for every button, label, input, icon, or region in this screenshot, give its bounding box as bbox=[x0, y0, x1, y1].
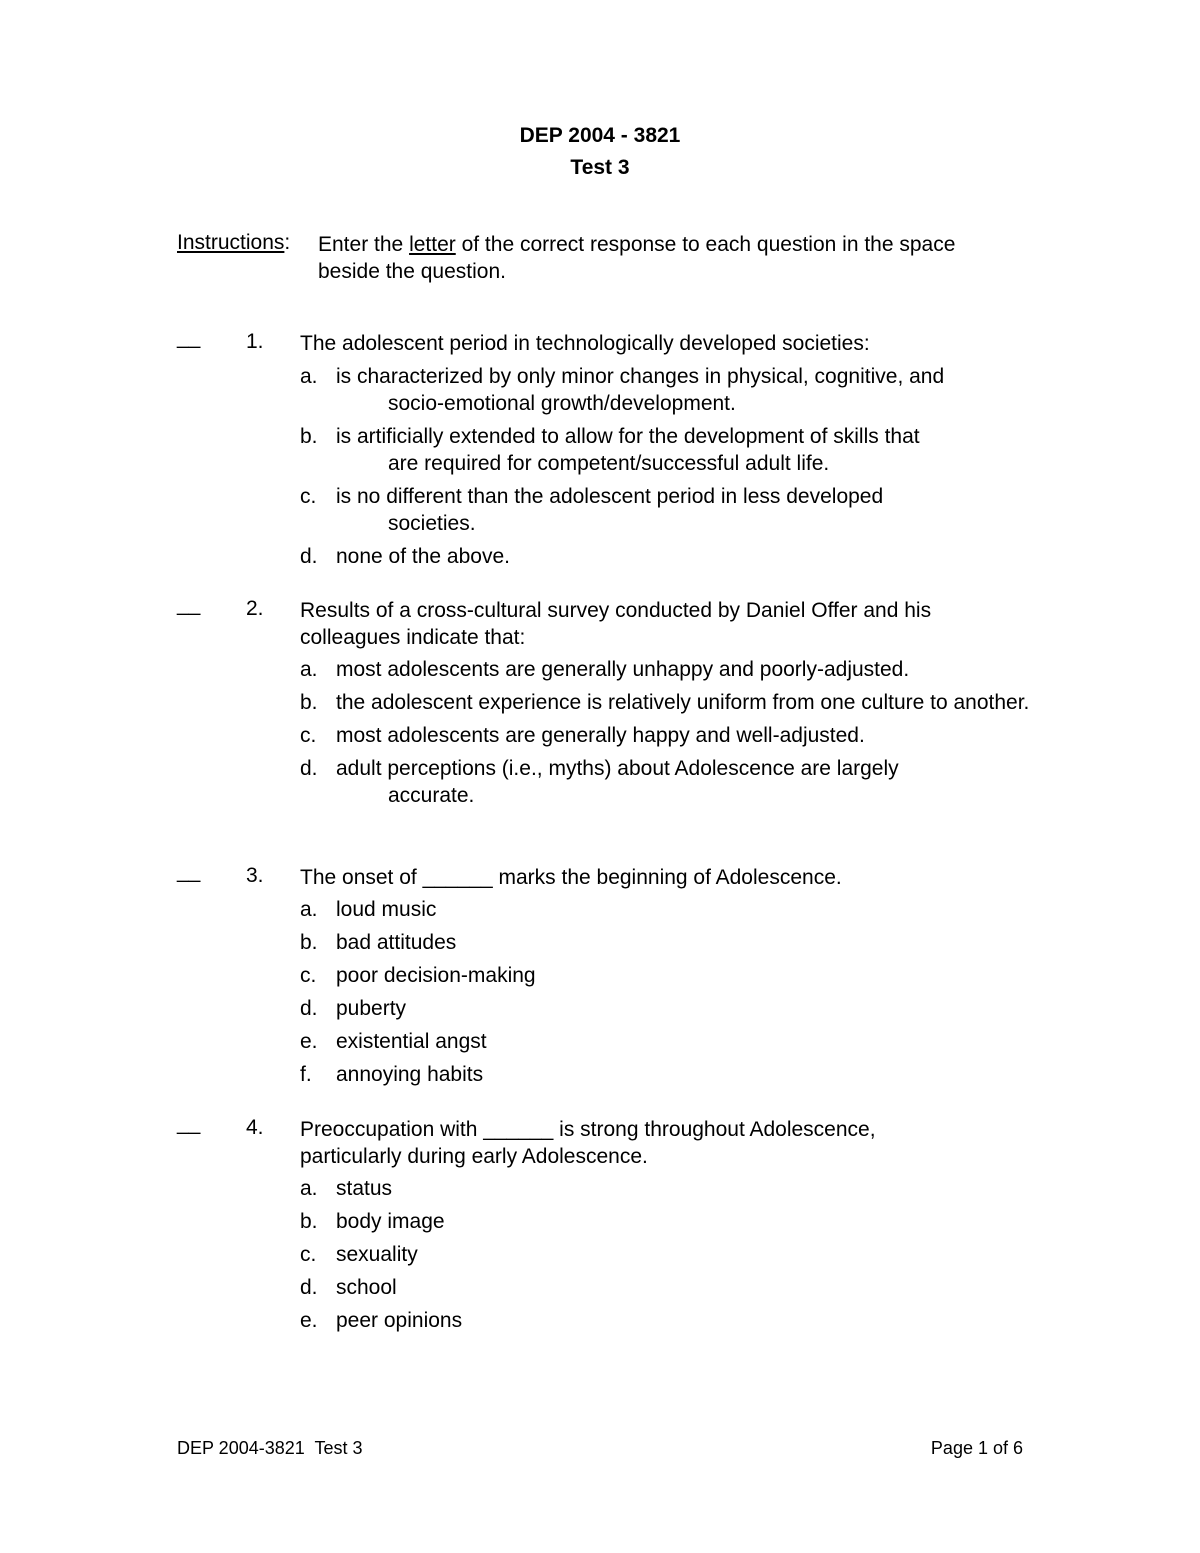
option-letter: c. bbox=[300, 724, 317, 747]
option-item bbox=[300, 689, 1030, 716]
instructions-emphasis: letter bbox=[409, 233, 456, 256]
question-stem: The onset of ______ marks the beginning of Adolescence. bbox=[300, 866, 842, 889]
option-text: is characterized by only minor changes in physical, cognitive, and bbox=[336, 365, 945, 388]
option-letter: b. bbox=[300, 691, 318, 714]
document-subtitle: Test 3 bbox=[570, 156, 630, 179]
option-letter: c. bbox=[300, 485, 317, 508]
option-item bbox=[300, 1208, 1040, 1235]
option-text-continued: are required for competent/successful adult life. bbox=[388, 452, 830, 475]
option-text-continued: socio-emotional growth/development. bbox=[388, 392, 736, 415]
footer-page-number: Page 1 of 6 bbox=[930, 1438, 1023, 1458]
option-letter: b. bbox=[300, 425, 318, 448]
answer-blank[interactable]: __ bbox=[177, 326, 201, 349]
option-text: is artificially extended to allow for the development of skills that bbox=[336, 425, 920, 448]
option-letter: d. bbox=[300, 997, 318, 1020]
instructions-text-before: Enter the bbox=[318, 233, 410, 256]
option-text: the adolescent experience is relatively uniform from one culture to another. bbox=[336, 691, 1030, 714]
option-letter: b. bbox=[300, 931, 318, 954]
option-item bbox=[300, 995, 1040, 1022]
option-letter: b. bbox=[300, 1210, 318, 1233]
option-letter: c. bbox=[300, 964, 317, 987]
option-item bbox=[300, 962, 1040, 989]
footer-document-label: DEP 2004-3821 Test 3 bbox=[177, 1438, 363, 1458]
option-text: sexuality bbox=[336, 1243, 418, 1266]
option-letter: e. bbox=[300, 1030, 318, 1053]
option-item bbox=[300, 1175, 1040, 1202]
option-text: annoying habits bbox=[336, 1063, 484, 1086]
option-letter: c. bbox=[300, 1243, 317, 1266]
option-item bbox=[300, 1307, 1040, 1334]
option-list bbox=[300, 1175, 1040, 1340]
option-item bbox=[300, 722, 1040, 749]
option-text: body image bbox=[336, 1210, 445, 1233]
option-item bbox=[300, 1274, 1040, 1301]
option-text: most adolescents are generally happy and well-adjusted. bbox=[336, 724, 865, 747]
instructions-label: Instructions bbox=[177, 231, 285, 254]
option-text: peer opinions bbox=[336, 1309, 463, 1332]
option-text: status bbox=[336, 1177, 393, 1200]
option-item bbox=[300, 929, 1040, 956]
instructions-colon: : bbox=[284, 231, 291, 254]
question-number: 4. bbox=[246, 1116, 264, 1139]
option-text: poor decision-making bbox=[336, 964, 536, 987]
option-text: puberty bbox=[336, 997, 407, 1020]
option-item bbox=[300, 423, 1040, 477]
option-letter: a. bbox=[300, 898, 318, 921]
instructions-label-wrap bbox=[177, 231, 290, 255]
option-text: loud music bbox=[336, 898, 437, 921]
option-item bbox=[300, 1061, 1040, 1088]
option-text: adult perceptions (i.e., myths) about Adolescence are largely bbox=[336, 757, 899, 780]
option-letter: d. bbox=[300, 1276, 318, 1299]
option-letter: d. bbox=[300, 757, 318, 780]
option-item bbox=[300, 656, 1040, 683]
option-letter: a. bbox=[300, 1177, 318, 1200]
option-list bbox=[300, 896, 1040, 1094]
question-stem: The adolescent period in technologically developed societies: bbox=[300, 332, 870, 355]
answer-blank[interactable]: __ bbox=[177, 593, 201, 616]
instructions-text-after: of the correct response to each question in the space beside the question. bbox=[318, 233, 956, 283]
option-letter: a. bbox=[300, 365, 318, 388]
question-stem: Results of a cross-cultural survey conducted by Daniel Offer and his colleagues indicate that: bbox=[300, 599, 932, 649]
option-text: existential angst bbox=[336, 1030, 487, 1053]
option-text: school bbox=[336, 1276, 397, 1299]
option-text-continued: accurate. bbox=[388, 784, 475, 807]
option-item bbox=[300, 896, 1040, 923]
option-item bbox=[300, 755, 1040, 809]
option-list bbox=[300, 363, 1040, 576]
question-number: 3. bbox=[246, 864, 264, 887]
instructions-text bbox=[318, 231, 998, 285]
option-item bbox=[300, 543, 1040, 570]
answer-blank[interactable]: __ bbox=[177, 1112, 201, 1135]
option-item bbox=[300, 1241, 1040, 1268]
question-stem: Preoccupation with ______ is strong throughout Adolescence, particularly during early Adolescence. bbox=[300, 1118, 876, 1168]
question-number: 2. bbox=[246, 597, 264, 620]
option-item bbox=[300, 363, 1040, 417]
option-letter: a. bbox=[300, 658, 318, 681]
option-item bbox=[300, 1028, 1040, 1055]
option-text: bad attitudes bbox=[336, 931, 457, 954]
option-text: is no different than the adolescent period in less developed bbox=[336, 485, 884, 508]
option-letter: f. bbox=[300, 1063, 312, 1086]
question-number: 1. bbox=[246, 330, 264, 353]
option-text: most adolescents are generally unhappy and poorly-adjusted. bbox=[336, 658, 910, 681]
option-letter: d. bbox=[300, 545, 318, 568]
option-text-continued: societies. bbox=[388, 512, 476, 535]
option-text: none of the above. bbox=[336, 545, 510, 568]
option-letter: e. bbox=[300, 1309, 318, 1332]
document-title: DEP 2004 - 3821 bbox=[519, 124, 681, 147]
answer-blank[interactable]: __ bbox=[177, 860, 201, 883]
option-item bbox=[300, 483, 1040, 537]
option-list bbox=[300, 656, 1040, 815]
